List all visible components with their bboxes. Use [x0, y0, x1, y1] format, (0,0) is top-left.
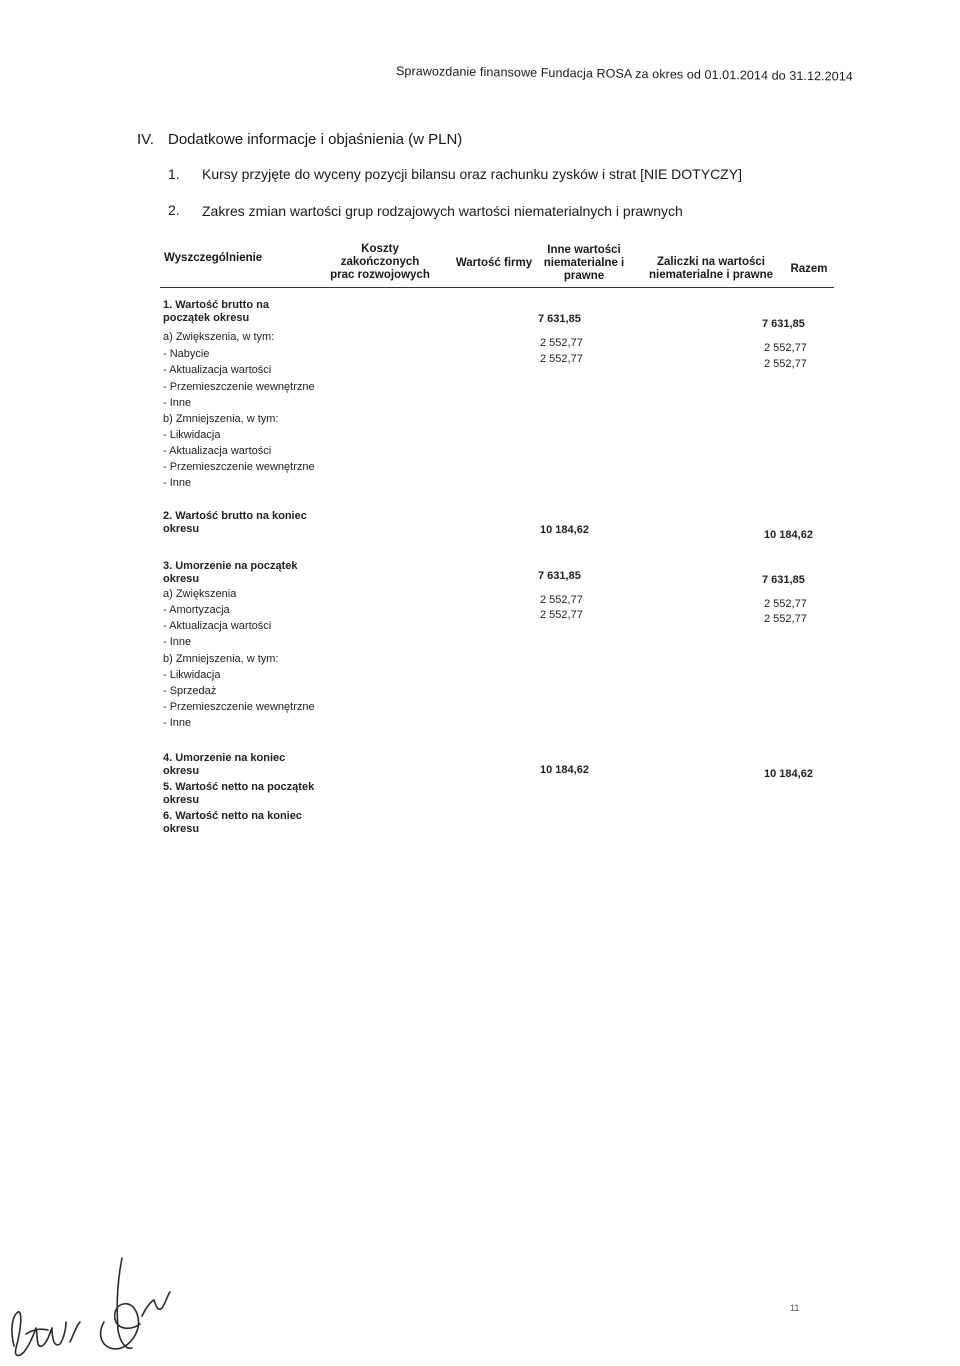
row-label: - Sprzedaż	[163, 685, 217, 697]
value-razem: 10 184,62	[764, 529, 813, 541]
row-label: - Przemieszczenie wewnętrzne	[163, 381, 315, 393]
header-koszty: Koszty zakończonych prac rozwojowych	[330, 243, 430, 281]
row-label: a) Zwiększenia	[163, 588, 237, 600]
row-label: 1. Wartość brutto na początek okresu	[163, 299, 269, 324]
value-inne: 2 552,77	[540, 609, 583, 621]
value-razem: 2 552,77	[764, 342, 807, 354]
row-label: 6. Wartość netto na koniec okresu	[163, 810, 302, 835]
row-label: - Inne	[163, 717, 192, 729]
row-label: b) Zmniejszenia, w tym:	[163, 653, 279, 665]
row-label: - Nabycie	[163, 348, 210, 360]
header-zaliczki: Zaliczki na wartości niematerialne i prawne	[649, 256, 773, 281]
value-inne: 2 552,77	[540, 594, 583, 606]
header-wyszczegolnienie: Wyszczególnienie	[164, 252, 263, 264]
signature-stroke	[70, 1322, 80, 1342]
item-number: 2.	[168, 202, 180, 218]
row-label: - Likwidacja	[163, 429, 221, 441]
row-label: a) Zwiększenia, w tym:	[163, 331, 275, 343]
row-label: - Aktualizacja wartości	[163, 445, 272, 457]
header-divider	[160, 287, 834, 288]
page-number: 11	[790, 1303, 800, 1313]
row-label: - Inne	[163, 636, 192, 648]
value-inne: 2 552,77	[540, 353, 583, 365]
value-razem: 2 552,77	[764, 613, 807, 625]
row-label: - Przemieszczenie wewnętrzne	[163, 461, 315, 473]
value-razem: 10 184,62	[764, 768, 813, 780]
row-label: 5. Wartość netto na początek okresu	[163, 781, 315, 806]
item-number: 1.	[168, 166, 180, 182]
header-razem: Razem	[790, 263, 828, 275]
value-inne: 10 184,62	[540, 764, 589, 776]
value-inne: 10 184,62	[540, 524, 589, 536]
section-title: Dodatkowe informacje i objaśnienia (w PLN)	[168, 131, 463, 148]
item-title: Zakres zmian wartości grup rodzajowych wartości niematerialnych i prawnych	[202, 203, 683, 219]
document-header: Sprawozdanie finansowe Fundacja ROSA za okres od 01.01.2014 do 31.12.2014	[395, 64, 853, 84]
item-title: Kursy przyjęte do wyceny pozycji bilansu oraz rachunku zysków i strat [NIE DOTYCZY]	[202, 166, 742, 182]
row-label: - Aktualizacja wartości	[163, 364, 272, 376]
value-razem: 7 631,85	[762, 318, 805, 330]
value-inne: 7 631,85	[538, 313, 581, 325]
row-label: 3. Umorzenie na początek okresu	[163, 560, 298, 585]
signature-stroke	[12, 1312, 66, 1356]
row-label: - Inne	[163, 477, 192, 489]
row-label: - Aktualizacja wartości	[163, 620, 272, 632]
value-razem: 7 631,85	[762, 574, 805, 586]
header-inne-wartosci: Inne wartości niematerialne i prawne	[543, 244, 625, 282]
header-wartosc-firmy: Wartość firmy	[455, 257, 533, 269]
row-label: - Amortyzacja	[163, 604, 230, 616]
value-inne: 7 631,85	[538, 570, 581, 582]
row-label: - Przemieszczenie wewnętrzne	[163, 701, 315, 713]
signature-image	[0, 1238, 220, 1366]
row-label: - Likwidacja	[163, 669, 221, 681]
row-label: - Inne	[163, 397, 192, 409]
section-number: IV.	[137, 131, 154, 148]
value-inne: 2 552,77	[540, 337, 583, 349]
row-label: 2. Wartość brutto na koniec okresu	[163, 510, 307, 535]
signature-stroke	[142, 1292, 170, 1316]
row-label: b) Zmniejszenia, w tym:	[163, 413, 279, 425]
value-razem: 2 552,77	[764, 358, 807, 370]
signature-stroke	[101, 1304, 140, 1349]
row-label: 4. Umorzenie na koniec okresu	[163, 752, 286, 777]
value-razem: 2 552,77	[764, 598, 807, 610]
